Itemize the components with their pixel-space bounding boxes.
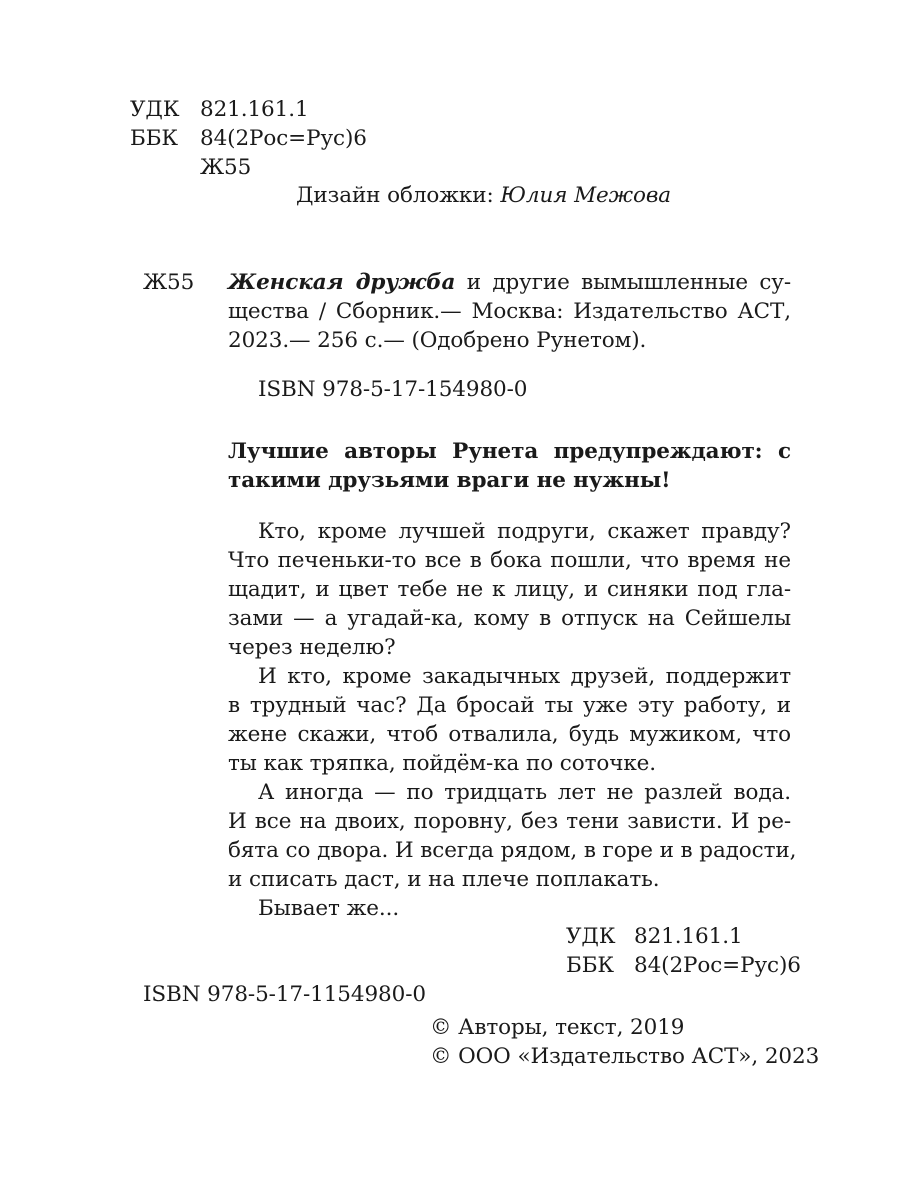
p1-line-5: через неделю? [228, 635, 396, 660]
cover-design-label: Дизайн обложки: [296, 183, 494, 208]
biblio-author-mark: Ж55 [143, 270, 195, 295]
p1-line-2: Что печеньки-то все в бока пошли, что время не [228, 548, 791, 573]
biblio-isbn: ISBN 978-5-17-154980-0 [258, 377, 528, 402]
cover-design-credit [296, 181, 671, 210]
bottom-bbk-label: ББК [566, 953, 614, 978]
p2-line-4: ты как тряпка, пойдём-ка по соточке. [228, 751, 657, 776]
biblio-line-3: 2023.— 256 с.— (Одобрено Рунетом). [228, 328, 647, 353]
p2-line-3: жене скажи, чтоб отвалила, будь мужиком, что [228, 722, 791, 747]
annotation-paragraph-1 [228, 517, 791, 662]
top-udk-value: 821.161.1 [200, 97, 309, 122]
top-bbk-label: ББК [130, 126, 178, 151]
biblio-line-2: щества / Сборник.— Москва: Издательство АСТ, [228, 299, 791, 324]
annotation-paragraph-3 [228, 778, 797, 894]
copyright-publisher: © ООО «Издательство АСТ», 2023 [430, 1044, 820, 1069]
bottom-bbk-value: 84(2Рос=Рус)6 [634, 953, 801, 978]
annotation-paragraph-4: Бывает же... [258, 896, 400, 921]
biblio-record [228, 268, 791, 355]
book-title: Женская дружба [228, 270, 456, 295]
p1-line-4: зами — а угадай-ка, кому в отпуск на Сейшелы [228, 606, 791, 631]
biblio-line-1-rest: и другие вымышленные су- [466, 270, 791, 295]
bottom-udk-value: 821.161.1 [634, 924, 743, 949]
headline-line-1: Лучшие авторы Рунета предупреждают: с [228, 439, 791, 464]
p3-line-2: И все на двоих, поровну, без тени зависти. И ре- [228, 809, 791, 834]
p1-line-3: щадит, и цвет тебе не к лицу, и синяки под гла- [228, 577, 791, 602]
bottom-isbn: ISBN 978-5-17-1154980-0 [143, 982, 426, 1007]
cover-designer-name: Юлия Межова [500, 183, 671, 208]
p1-line-1: Кто, кроме лучшей подруги, скажет правду? [258, 519, 791, 544]
bottom-udk-label: УДК [566, 924, 616, 949]
copyright-authors: © Авторы, текст, 2019 [430, 1015, 685, 1040]
biblio-line-1 [228, 268, 791, 297]
p3-line-4: и списать даст, и на плече поплакать. [228, 867, 660, 892]
p2-line-1: И кто, кроме закадычных друзей, поддержит [258, 664, 791, 689]
p3-line-1: А иногда — по тридцать лет не разлей вода. [258, 780, 791, 805]
headline-line-2: такими друзьями враги не нужны! [228, 468, 671, 493]
top-bbk-value: 84(2Рос=Рус)6 [200, 126, 367, 151]
top-udk-label: УДК [130, 97, 180, 122]
p3-line-3: бята со двора. И всегда рядом, в горе и в радости, [228, 838, 797, 863]
annotation-paragraph-2 [228, 662, 791, 778]
annotation-headline [228, 437, 791, 495]
top-author-mark: Ж55 [200, 155, 252, 180]
p2-line-2: в трудный час? Да бросай ты уже эту работу, и [228, 693, 791, 718]
